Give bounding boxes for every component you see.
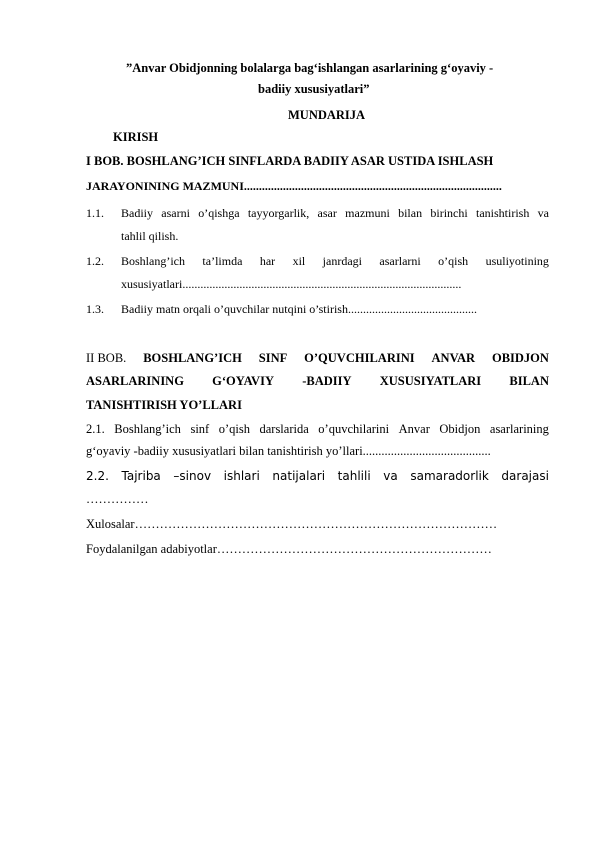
word: tayyorgarlik,	[247, 206, 310, 220]
word: Boshlang’ich	[114, 422, 181, 436]
intro-entry: KIRISH	[113, 130, 159, 144]
section-number: 1.3.	[86, 302, 104, 316]
word: -BADIIY	[302, 374, 352, 388]
word: natijalari	[272, 469, 326, 483]
section-number: 1.1.	[86, 206, 104, 220]
word: mazmuni	[345, 206, 390, 220]
chapter1-heading-line-1: I BOB. BOSHLANG’ICH SINFLARDA BADIIY ASAR USTIDA ISHLASH	[86, 154, 494, 168]
word: har	[259, 254, 276, 268]
word: va	[537, 206, 549, 220]
word: o’qish	[218, 422, 250, 436]
word: sinf	[190, 422, 210, 436]
word: darslarida	[259, 422, 309, 436]
conclusion-entry: Xulosalar……………………………………………………………………………	[86, 517, 498, 531]
section-title-line	[121, 205, 549, 221]
word: xil	[292, 254, 306, 268]
word: Boshlang’ich	[121, 254, 185, 268]
word: SINF	[258, 351, 288, 365]
word: ANVAR	[431, 351, 476, 365]
word: o’qishga	[198, 206, 240, 220]
word: BILAN	[509, 374, 549, 388]
section-number: 1.2.	[86, 254, 104, 268]
word: Tajriba	[121, 469, 161, 483]
references-entry: Foydalanilgan adabiyotlar…………………………………………………………	[86, 542, 492, 556]
chapter2-heading-line-1	[86, 350, 549, 366]
title-line-1: ”Anvar Obidjonning bolalarga bag‘ishlangan asarlarining g‘oyaviy -	[126, 61, 494, 75]
word: tanishtirish	[475, 206, 530, 220]
chapter1-heading-line-2: JARAYONINING MAZMUNI......................................................................................	[86, 179, 502, 193]
section-2-2-line-1	[86, 468, 549, 484]
word: birinchi	[430, 206, 468, 220]
word: tahlili	[337, 469, 371, 483]
word: Badiiy	[121, 206, 153, 220]
chapter2-label: II BOB.	[86, 351, 127, 365]
title-line-2: badiiy xususiyatlari”	[258, 82, 370, 96]
section-2-1-line-2: g‘oyaviy -badiiy xususiyatlari bilan tanishtirish yo’llari.........................................	[86, 444, 491, 458]
section-2-1-line-1	[86, 421, 549, 437]
word: Obidjon	[439, 422, 481, 436]
chapter2-heading-line-2	[86, 373, 549, 389]
section-title-continuation: tahlil qilish.	[121, 229, 179, 243]
word: 2.1.	[86, 422, 105, 436]
word: Anvar	[398, 422, 430, 436]
chapter2-heading-line-3: TANISHTIRISH YO’LLARI	[86, 398, 242, 412]
word: janrdagi	[322, 254, 362, 268]
word: bilan	[398, 206, 423, 220]
word: usuliyotining	[485, 254, 549, 268]
word: ASARLARINING	[86, 374, 184, 388]
section-title-line	[121, 253, 549, 269]
section-2-2-line-2: ……………	[86, 492, 149, 506]
word: OBIDJON	[491, 351, 549, 365]
word: asarlarining	[489, 422, 549, 436]
word: va	[383, 469, 398, 483]
word: 2.2.	[86, 469, 109, 483]
word: G‘OYAVIY	[212, 374, 274, 388]
word: asarlarni	[379, 254, 421, 268]
word: ta’limda	[202, 254, 243, 268]
section-title-line: Badiiy matn orqali o’quvchilar nutqini o’stirish...........................................	[121, 302, 477, 316]
word: samaradorlik	[410, 469, 489, 483]
word: –sinov	[173, 469, 212, 483]
contents-heading: MUNDARIJA	[288, 108, 366, 122]
word: O’QUVCHILARINI	[304, 351, 415, 365]
word: darajasi	[501, 469, 549, 483]
word: o’quvchilarini	[318, 422, 390, 436]
word: XUSUSIYATLARI	[379, 374, 482, 388]
word: asar	[317, 206, 337, 220]
word: ishlari	[223, 469, 260, 483]
word: o’qish	[438, 254, 469, 268]
section-title-continuation: xususiyatlari.............................................................................................	[121, 277, 462, 291]
word: asarni	[161, 206, 190, 220]
word: BOSHLANG’ICH	[143, 351, 242, 365]
